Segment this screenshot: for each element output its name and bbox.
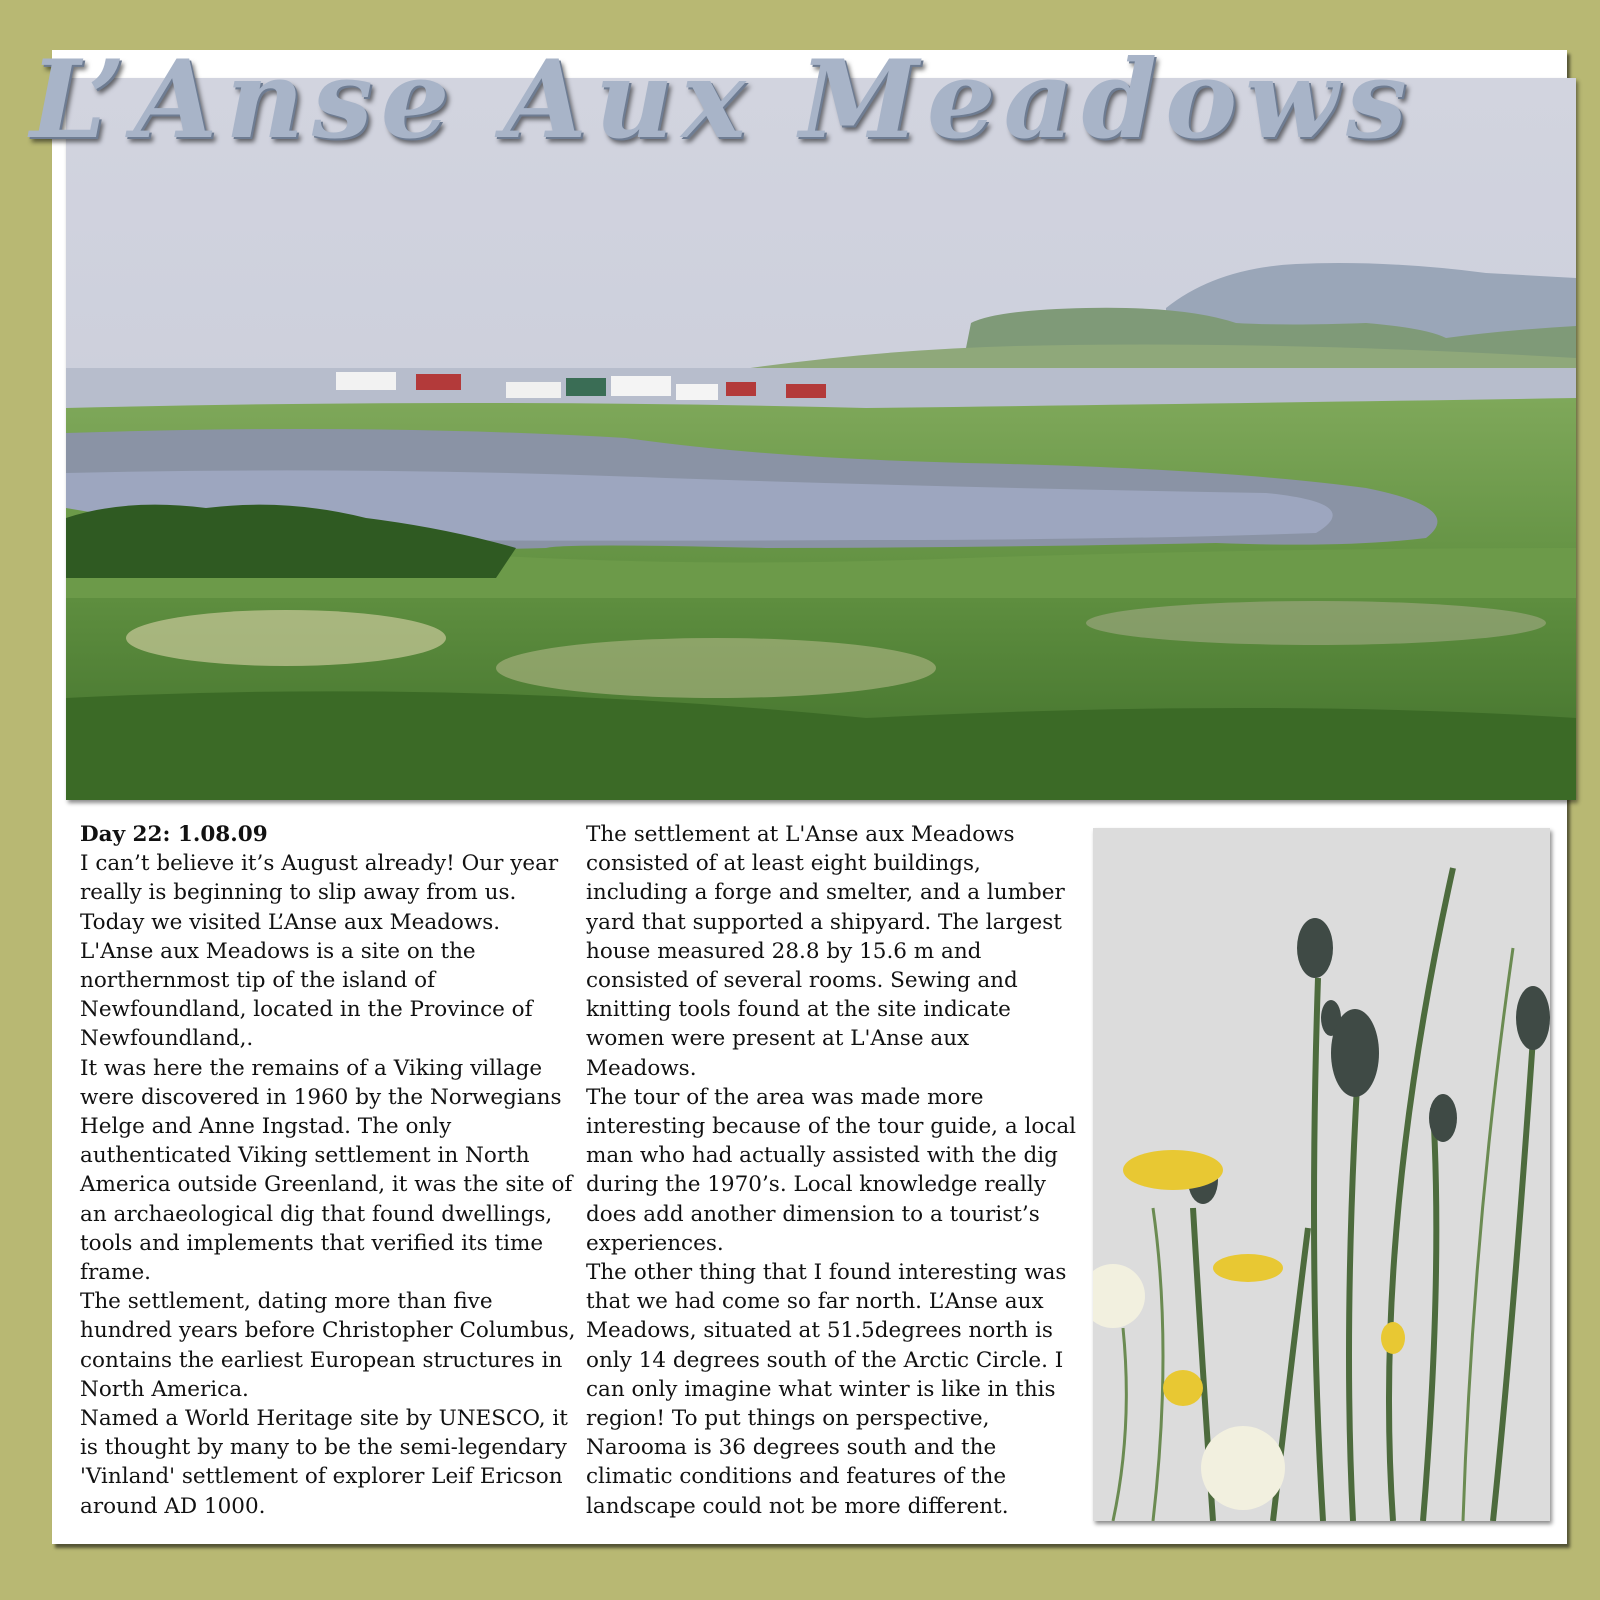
paragraph: The settlement at L'Anse aux Meadows consisted of at least eight buildings, including a forge and smelter, and a lumber yard that supported a shipyard. The largest house measured 28.8 by 15.6 m and consisted of several rooms. Sewing and knitting tools found at the site indicate women were present at L'Anse aux Meadows. [586, 822, 1065, 1081]
paragraph: It was here the remains of a Viking village were discovered in 1960 by the Norwegians Helge and Anne Ingstad. The only authenticated Viking settlement in North America outside Greenland, it was the site of an archaeological dig that found dwellings, tools and implements that verified its time frame. [80, 1055, 573, 1286]
paragraph: Named a World Heritage site by UNESCO, it is thought by many to be the semi-legendary 'Vinland' settlement of explorer Leif Ericson around AD 1000. [80, 1406, 568, 1519]
page-title: L’Anse Aux Meadows [30, 37, 1415, 163]
paragraph: The settlement, dating more than five hundred years before Christopher Columbus, contains the earliest European structures in North America. [80, 1289, 576, 1402]
paragraph: I can’t believe it’s August already! Our year really is beginning to slip away from us. Today we visited L’Anse aux Meadows. [80, 851, 559, 935]
landscape-illustration [66, 78, 1576, 800]
paragraph: L'Anse aux Meadows is a site on the northernmost tip of the island of Newfoundland, located in the Province of Newfoundland,. [80, 938, 533, 1052]
wildflower-photo [1093, 828, 1550, 1521]
day-label: Day 22: 1.08.09 [80, 822, 268, 847]
main-landscape-photo [66, 78, 1576, 800]
journal-column-2 [586, 820, 1086, 1521]
wildflower-illustration [1093, 828, 1550, 1521]
paragraph: The other thing that I found interesting was that we had come so far north. L’Anse aux Meadows, situated at 51.5degrees north is only 14 degrees south of the Arctic Circle. I can only imagine what winter is like in this region! To put things on perspective, Narooma is 36 degrees south and the climatic conditions and features of the landscape could not be more different. [586, 1260, 1067, 1519]
paragraph: The tour of the area was made more interesting because of the tour guide, a local man who had actually assisted with the dig during the 1970’s. Local knowledge really does add another dimension to a tourist’s experiences. [586, 1084, 1077, 1256]
journal-column-1 [80, 820, 576, 1521]
